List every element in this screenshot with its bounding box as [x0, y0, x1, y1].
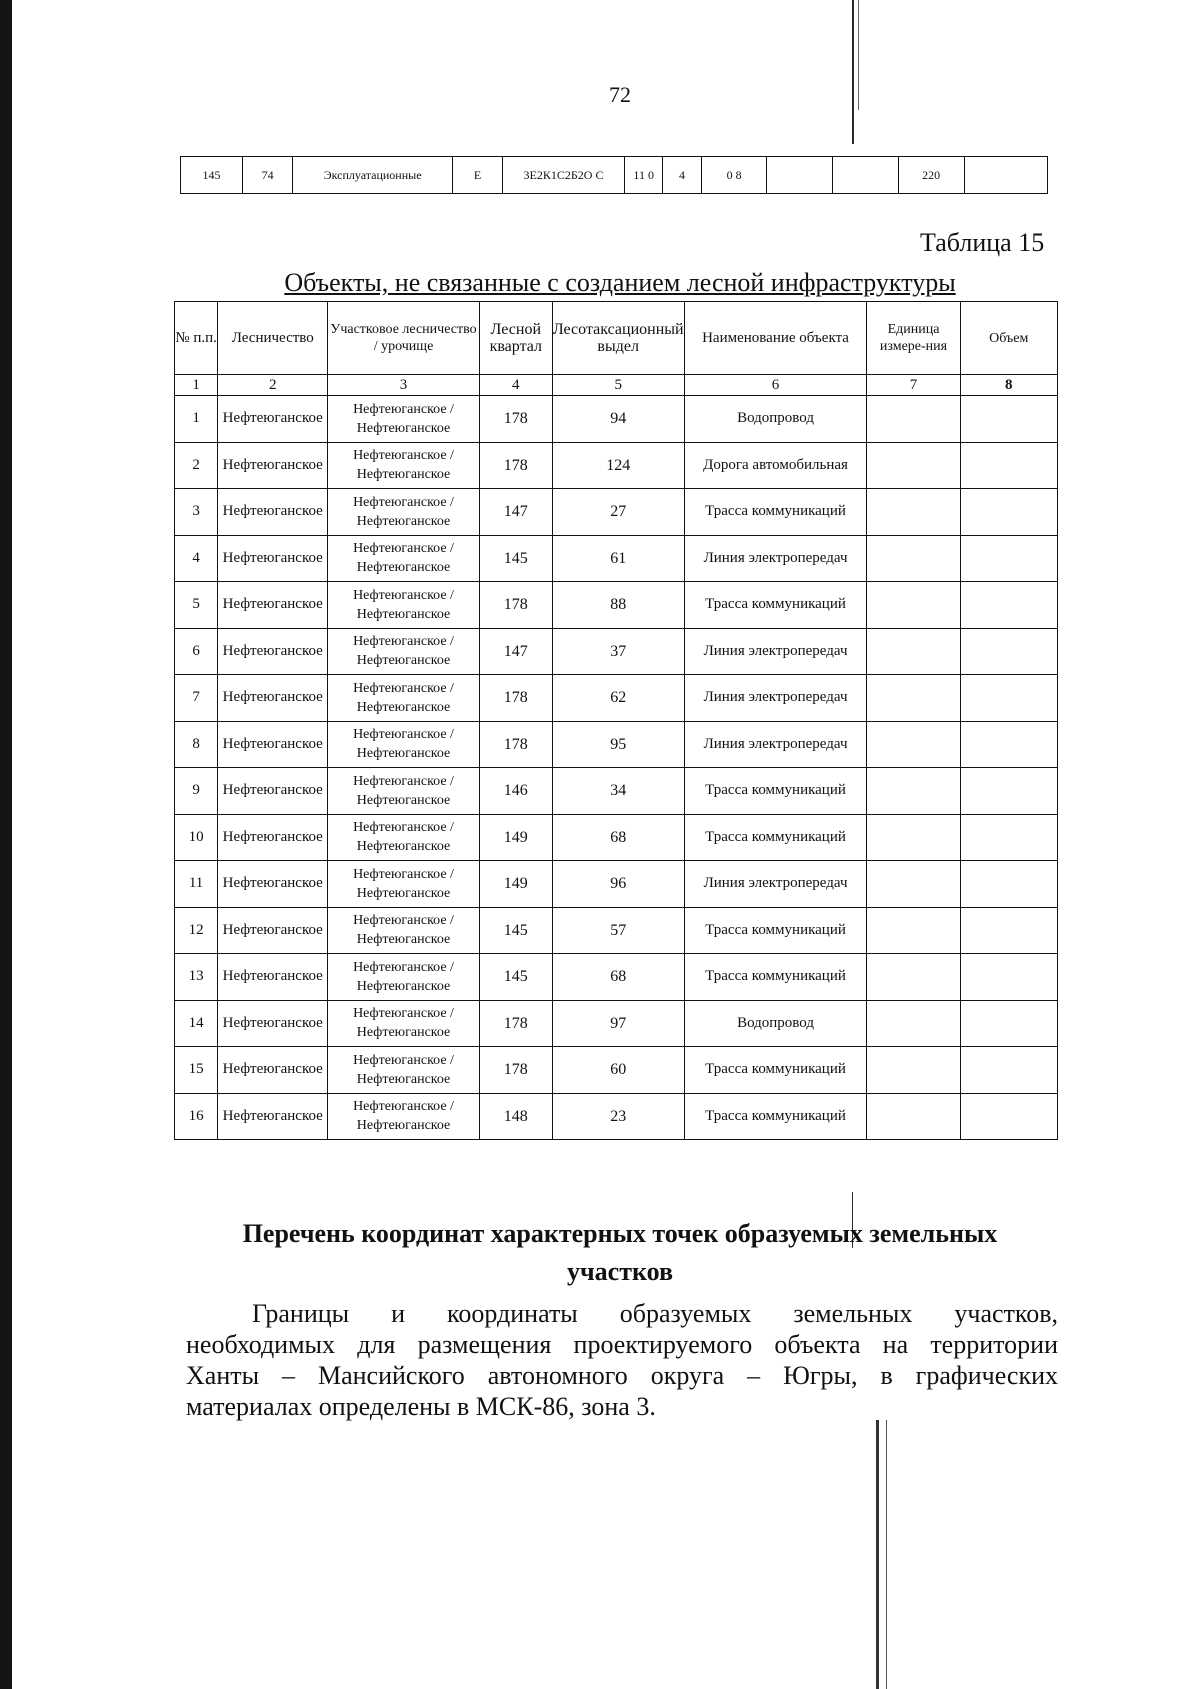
- object-name-cell: Трасса коммуникаций: [684, 954, 867, 1001]
- table-row: [175, 768, 1058, 815]
- vydel-cell: 57: [552, 907, 684, 954]
- table-row: [175, 535, 1058, 582]
- object-name-cell: Линия электропередач: [684, 675, 867, 722]
- row-number-cell: 8: [175, 721, 218, 768]
- row-number-cell: 10: [175, 814, 218, 861]
- table-header-row: [175, 302, 1058, 375]
- table-cell: Эксплуатационные: [293, 157, 453, 194]
- quarter-cell: 149: [479, 861, 552, 908]
- volume-cell: [960, 814, 1057, 861]
- row-number-cell: 1: [175, 396, 218, 443]
- column-number: 4: [479, 375, 552, 396]
- measure-unit-cell: [867, 768, 960, 815]
- scan-artifact-line: [852, 0, 854, 144]
- measure-unit-cell: [867, 1047, 960, 1094]
- volume-cell: [960, 1047, 1057, 1094]
- quarter-cell: 145: [479, 907, 552, 954]
- vydel-cell: 88: [552, 582, 684, 629]
- measure-unit-cell: [867, 442, 960, 489]
- table-cell: 3Е2К1С2Б2О С: [503, 157, 625, 194]
- measure-unit-cell: [867, 675, 960, 722]
- object-name-cell: Трасса коммуникаций: [684, 814, 867, 861]
- measure-unit-cell: [867, 954, 960, 1001]
- volume-cell: [960, 675, 1057, 722]
- scan-artifact-line: [876, 1420, 879, 1689]
- table-cell: 11 0: [624, 157, 662, 194]
- table-body: [175, 396, 1058, 1140]
- table-cell: [964, 157, 1047, 194]
- paragraph-line: необходимых для размещения проектируемого объекта на территории: [186, 1330, 1058, 1359]
- object-name-cell: Трасса коммуникаций: [684, 489, 867, 536]
- vydel-cell: 96: [552, 861, 684, 908]
- district-cell: Нефтеюганское / Нефтеюганское: [328, 954, 479, 1001]
- row-number-cell: 6: [175, 628, 218, 675]
- measure-unit-cell: [867, 814, 960, 861]
- continuation-table: [180, 156, 1048, 194]
- column-header: Лесничество: [218, 302, 328, 375]
- table-cell: Е: [452, 157, 502, 194]
- object-name-cell: Трасса коммуникаций: [684, 768, 867, 815]
- quarter-cell: 178: [479, 1047, 552, 1094]
- quarter-cell: 149: [479, 814, 552, 861]
- measure-unit-cell: [867, 535, 960, 582]
- object-name-cell: Линия электропередач: [684, 628, 867, 675]
- row-number-cell: 4: [175, 535, 218, 582]
- quarter-cell: 147: [479, 489, 552, 536]
- quarter-cell: 145: [479, 954, 552, 1001]
- row-number-cell: 5: [175, 582, 218, 629]
- object-name-cell: Трасса коммуникаций: [684, 1093, 867, 1140]
- object-name-cell: Дорога автомобильная: [684, 442, 867, 489]
- district-cell: Нефтеюганское / Нефтеюганское: [328, 721, 479, 768]
- column-number: 6: [684, 375, 867, 396]
- column-header: Единица измере-ния: [867, 302, 960, 375]
- table-cell: 0 8: [701, 157, 767, 194]
- table-row: [175, 721, 1058, 768]
- scan-artifact-line: [886, 1420, 887, 1689]
- table-row: [175, 675, 1058, 722]
- table-row: [175, 628, 1058, 675]
- column-header: Наименование объекта: [684, 302, 867, 375]
- object-name-cell: Трасса коммуникаций: [684, 582, 867, 629]
- table-title: Объекты, не связанные с созданием лесной инфраструктуры: [284, 268, 956, 297]
- table-cell: 4: [663, 157, 701, 194]
- quarter-cell: 178: [479, 675, 552, 722]
- forestry-cell: Нефтеюганское: [218, 1047, 328, 1094]
- row-number-cell: 7: [175, 675, 218, 722]
- column-number: 8: [960, 375, 1057, 396]
- table-row: [175, 907, 1058, 954]
- row-number-cell: 14: [175, 1000, 218, 1047]
- volume-cell: [960, 396, 1057, 443]
- row-number-cell: 9: [175, 768, 218, 815]
- forestry-cell: Нефтеюганское: [218, 675, 328, 722]
- vydel-cell: 34: [552, 768, 684, 815]
- volume-cell: [960, 1093, 1057, 1140]
- row-number-cell: 13: [175, 954, 218, 1001]
- quarter-cell: 178: [479, 442, 552, 489]
- district-cell: Нефтеюганское / Нефтеюганское: [328, 489, 479, 536]
- vydel-cell: 97: [552, 1000, 684, 1047]
- forestry-cell: Нефтеюганское: [218, 628, 328, 675]
- column-header: Объем: [960, 302, 1057, 375]
- column-header: Лесной квартал: [479, 302, 552, 375]
- district-cell: Нефтеюганское / Нефтеюганское: [328, 768, 479, 815]
- object-name-cell: Трасса коммуникаций: [684, 1047, 867, 1094]
- column-number: 5: [552, 375, 684, 396]
- vydel-cell: 94: [552, 396, 684, 443]
- paragraph-line: Границы и координаты образуемых земельных участков,: [252, 1299, 1058, 1328]
- table-row: [175, 1093, 1058, 1140]
- volume-cell: [960, 628, 1057, 675]
- table-row: [175, 396, 1058, 443]
- object-name-cell: Линия электропередач: [684, 535, 867, 582]
- quarter-cell: 178: [479, 721, 552, 768]
- district-cell: Нефтеюганское / Нефтеюганское: [328, 582, 479, 629]
- measure-unit-cell: [867, 861, 960, 908]
- forestry-cell: Нефтеюганское: [218, 535, 328, 582]
- object-name-cell: Линия электропередач: [684, 721, 867, 768]
- quarter-cell: 148: [479, 1093, 552, 1140]
- volume-cell: [960, 768, 1057, 815]
- column-number-row: [175, 375, 1058, 396]
- table-cell: 145: [181, 157, 243, 194]
- volume-cell: [960, 721, 1057, 768]
- table-row: [181, 157, 1048, 194]
- row-number-cell: 2: [175, 442, 218, 489]
- section-heading-line: участков: [566, 1257, 673, 1286]
- vydel-cell: 62: [552, 675, 684, 722]
- table-row: [175, 489, 1058, 536]
- column-number: 1: [175, 375, 218, 396]
- scan-artifact-line: [858, 0, 859, 110]
- row-number-cell: 15: [175, 1047, 218, 1094]
- district-cell: Нефтеюганское / Нефтеюганское: [328, 442, 479, 489]
- forestry-cell: Нефтеюганское: [218, 582, 328, 629]
- quarter-cell: 145: [479, 535, 552, 582]
- table-row: [175, 1047, 1058, 1094]
- object-name-cell: Линия электропередач: [684, 861, 867, 908]
- quarter-cell: 178: [479, 396, 552, 443]
- forestry-cell: Нефтеюганское: [218, 1000, 328, 1047]
- district-cell: Нефтеюганское / Нефтеюганское: [328, 861, 479, 908]
- quarter-cell: 147: [479, 628, 552, 675]
- page-number: 72: [609, 82, 631, 107]
- table-row: [175, 442, 1058, 489]
- volume-cell: [960, 1000, 1057, 1047]
- district-cell: Нефтеюганское / Нефтеюганское: [328, 1093, 479, 1140]
- vydel-cell: 68: [552, 954, 684, 1001]
- vydel-cell: 27: [552, 489, 684, 536]
- object-name-cell: Водопровод: [684, 396, 867, 443]
- vydel-cell: 124: [552, 442, 684, 489]
- forestry-cell: Нефтеюганское: [218, 861, 328, 908]
- measure-unit-cell: [867, 907, 960, 954]
- volume-cell: [960, 954, 1057, 1001]
- vydel-cell: 60: [552, 1047, 684, 1094]
- column-number: 3: [328, 375, 479, 396]
- paragraph-line: материалах определены в МСК-86, зона 3.: [186, 1392, 656, 1421]
- scan-dark-edge: [0, 0, 12, 1689]
- section-heading-line: Перечень координат характерных точек образуемых земельных: [242, 1219, 998, 1248]
- table-cell: [833, 157, 899, 194]
- row-number-cell: 12: [175, 907, 218, 954]
- measure-unit-cell: [867, 1093, 960, 1140]
- forestry-cell: Нефтеюганское: [218, 442, 328, 489]
- table-row: [175, 814, 1058, 861]
- district-cell: Нефтеюганское / Нефтеюганское: [328, 628, 479, 675]
- volume-cell: [960, 582, 1057, 629]
- measure-unit-cell: [867, 628, 960, 675]
- table-cell: 220: [898, 157, 964, 194]
- forestry-cell: Нефтеюганское: [218, 721, 328, 768]
- vydel-cell: 68: [552, 814, 684, 861]
- forestry-cell: Нефтеюганское: [218, 814, 328, 861]
- table-row: [175, 954, 1058, 1001]
- table-row: [175, 1000, 1058, 1047]
- measure-unit-cell: [867, 489, 960, 536]
- vydel-cell: 61: [552, 535, 684, 582]
- forestry-cell: Нефтеюганское: [218, 954, 328, 1001]
- paragraph-line: Ханты – Мансийского автономного округа – Югры, в графических: [186, 1361, 1058, 1390]
- table-row: [175, 582, 1058, 629]
- objects-table: [174, 301, 1058, 1140]
- forestry-cell: Нефтеюганское: [218, 768, 328, 815]
- column-header: Лесотаксационный выдел: [552, 302, 684, 375]
- forestry-cell: Нефтеюганское: [218, 489, 328, 536]
- section-heading: [180, 1215, 1060, 1291]
- column-header: Участковое лесничество / урочище: [328, 302, 479, 375]
- volume-cell: [960, 907, 1057, 954]
- column-header: № п.п.: [175, 302, 218, 375]
- quarter-cell: 178: [479, 1000, 552, 1047]
- table-row: [175, 861, 1058, 908]
- volume-cell: [960, 489, 1057, 536]
- district-cell: Нефтеюганское / Нефтеюганское: [328, 1000, 479, 1047]
- row-number-cell: 3: [175, 489, 218, 536]
- row-number-cell: 16: [175, 1093, 218, 1140]
- table-cell: [767, 157, 833, 194]
- vydel-cell: 37: [552, 628, 684, 675]
- volume-cell: [960, 861, 1057, 908]
- forestry-cell: Нефтеюганское: [218, 907, 328, 954]
- vydel-cell: 23: [552, 1093, 684, 1140]
- column-number: 7: [867, 375, 960, 396]
- table-caption: Таблица 15: [920, 228, 1045, 257]
- district-cell: Нефтеюганское / Нефтеюганское: [328, 907, 479, 954]
- measure-unit-cell: [867, 721, 960, 768]
- volume-cell: [960, 442, 1057, 489]
- column-number: 2: [218, 375, 328, 396]
- measure-unit-cell: [867, 1000, 960, 1047]
- measure-unit-cell: [867, 582, 960, 629]
- district-cell: Нефтеюганское / Нефтеюганское: [328, 396, 479, 443]
- forestry-cell: Нефтеюганское: [218, 1093, 328, 1140]
- object-name-cell: Трасса коммуникаций: [684, 907, 867, 954]
- vydel-cell: 95: [552, 721, 684, 768]
- district-cell: Нефтеюганское / Нефтеюганское: [328, 675, 479, 722]
- district-cell: Нефтеюганское / Нефтеюганское: [328, 1047, 479, 1094]
- quarter-cell: 146: [479, 768, 552, 815]
- body-paragraph: [186, 1298, 1058, 1422]
- row-number-cell: 11: [175, 861, 218, 908]
- district-cell: Нефтеюганское / Нефтеюганское: [328, 535, 479, 582]
- forestry-cell: Нефтеюганское: [218, 396, 328, 443]
- measure-unit-cell: [867, 396, 960, 443]
- quarter-cell: 178: [479, 582, 552, 629]
- volume-cell: [960, 535, 1057, 582]
- district-cell: Нефтеюганское / Нефтеюганское: [328, 814, 479, 861]
- object-name-cell: Водопровод: [684, 1000, 867, 1047]
- table-cell: 74: [243, 157, 293, 194]
